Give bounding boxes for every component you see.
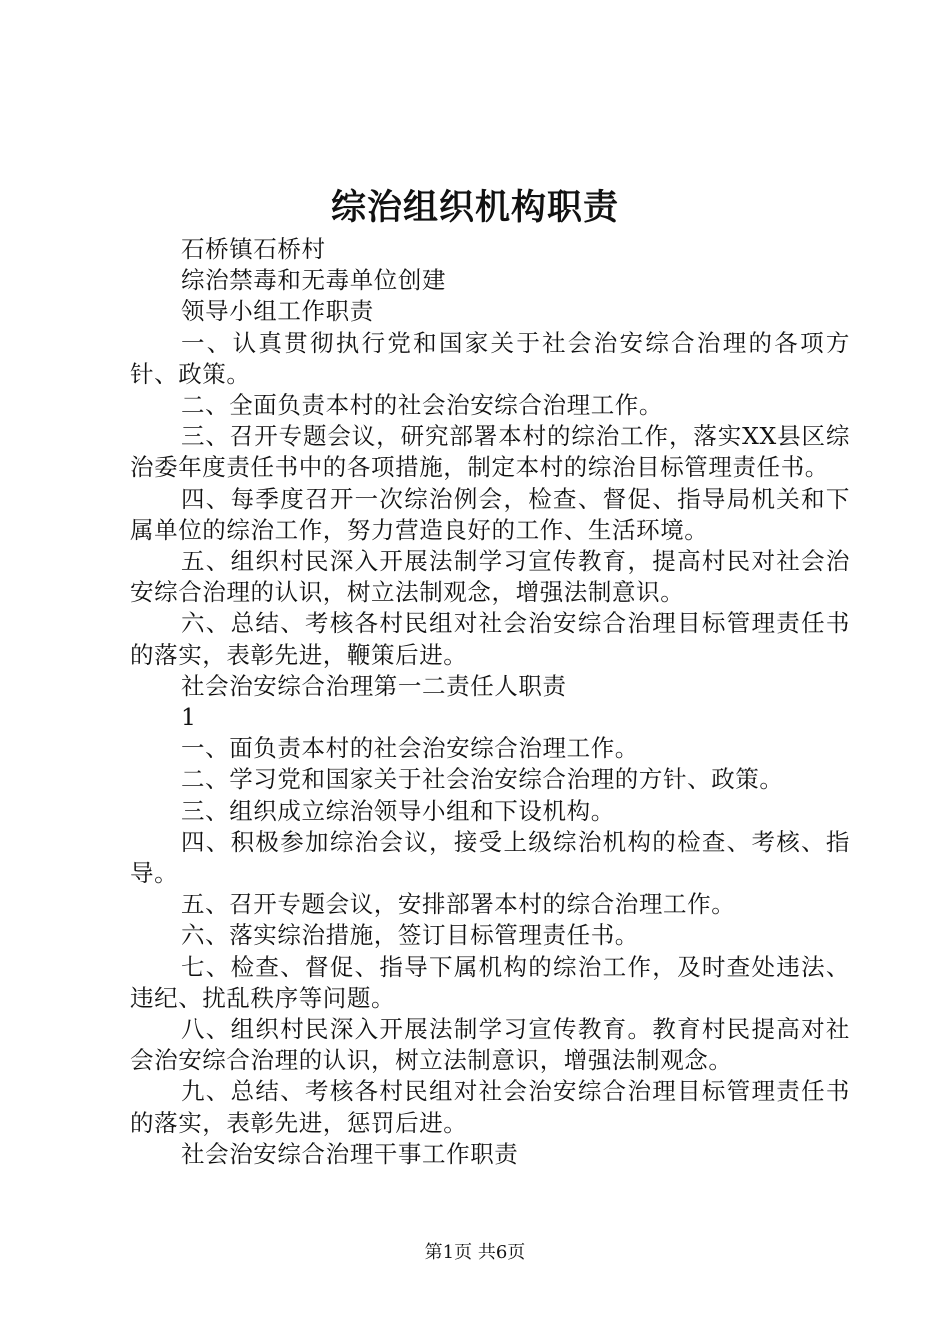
paragraph: 三、召开专题会议，研究部署本村的综治工作，落实XX县区综治委年度责任书中的各项措施，制定本村的综治目标管理责任书。	[130, 422, 850, 482]
paragraph: 四、每季度召开一次综治例会，检查、督促、指导局机关和下属单位的综治工作，努力营造良好的工作、生活环境。	[130, 484, 850, 544]
paragraph: 综治禁毒和无毒单位创建	[181, 266, 447, 295]
paragraph: 六、落实综治措施，签订目标管理责任书。	[181, 921, 639, 950]
paragraph: 二、学习党和国家关于社会治安综合治理的方针、政策。	[181, 765, 784, 794]
paragraph: 1	[181, 703, 197, 732]
paragraph: 三、组织成立综治领导小组和下设机构。	[181, 796, 615, 825]
paragraph: 六、总结、考核各村民组对社会治安综合治理目标管理责任书的落实，表彰先进，鞭策后进。	[130, 609, 850, 669]
document-body	[130, 234, 850, 1170]
paragraph: 领导小组工作职责	[181, 297, 374, 326]
paragraph: 石桥镇石桥村	[181, 235, 326, 263]
paragraph: 八、组织村民深入开展法制学习宣传教育。教育村民提高对社会治安综合治理的认识，树立法制意识，增强法制观念。	[130, 1015, 850, 1075]
paragraph: 五、组织村民深入开展法制学习宣传教育，提高村民对社会治安综合治理的认识，树立法制观念，增强法制意识。	[130, 547, 850, 607]
page-footer: 第1页 共6页	[424, 1242, 526, 1263]
paragraph: 一、面负责本村的社会治安综合治理工作。	[181, 734, 639, 763]
paragraph: 社会治安综合治理第一二责任人职责	[181, 671, 567, 700]
document-title: 综治组织机构职责	[330, 187, 619, 228]
paragraph: 四、积极参加综治会议，接受上级综治机构的检查、考核、指导。	[130, 827, 850, 888]
paragraph: 二、全面负责本村的社会治安综合治理工作。	[181, 391, 663, 420]
paragraph: 社会治安综合治理干事工作职责	[181, 1139, 519, 1168]
paragraph: 五、召开专题会议，安排部署本村的综合治理工作。	[181, 890, 736, 919]
paragraph: 九、总结、考核各村民组对社会治安综合治理目标管理责任书的落实，表彰先进，惩罚后进。	[130, 1077, 850, 1137]
paragraph: 一、认真贯彻执行党和国家关于社会治安综合治理的各项方针、政策。	[130, 328, 850, 388]
paragraph: 七、检查、督促、指导下属机构的综治工作，及时查处违法、违纪、扰乱秩序等问题。	[130, 952, 850, 1012]
